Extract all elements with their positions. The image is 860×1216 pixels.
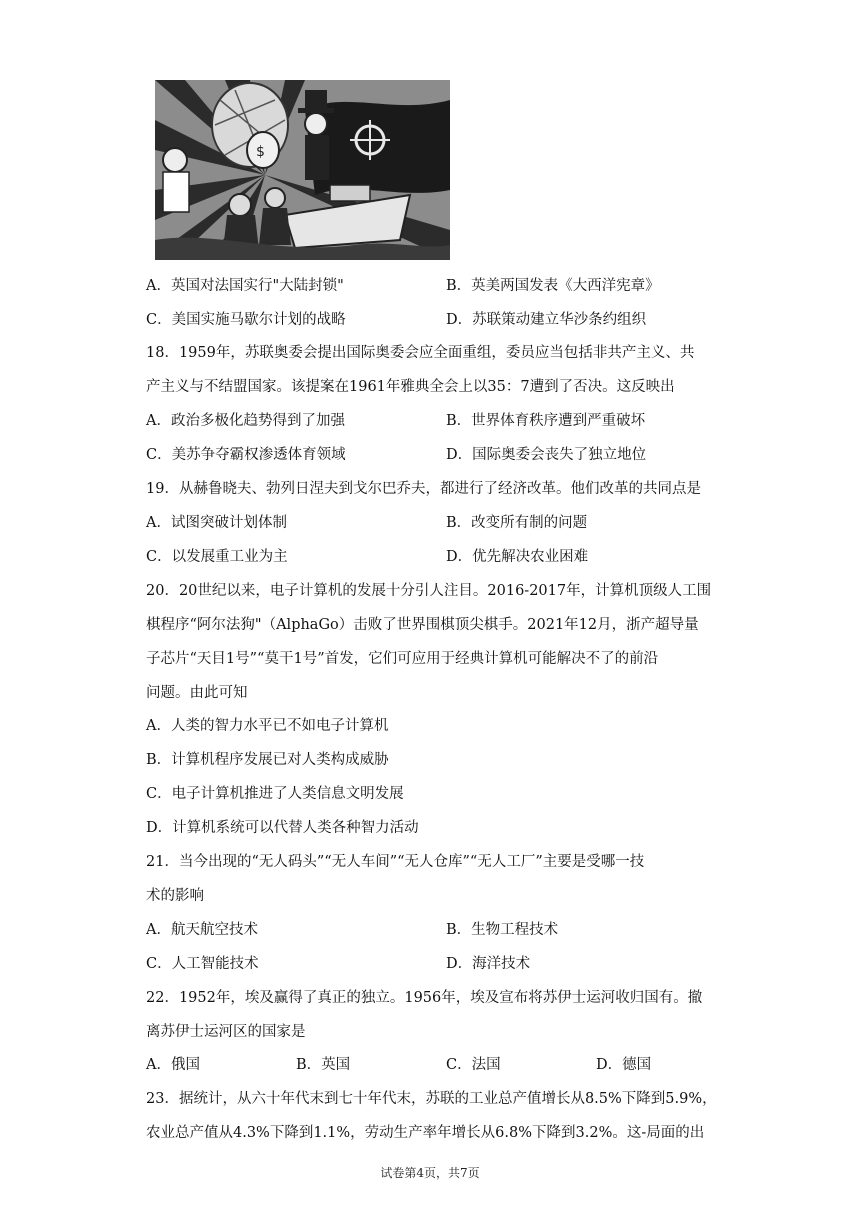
- q18-option-b: B．世界体育秩序遭到严重破坏: [446, 413, 646, 429]
- q20-stem-line-3: 子芯片“天目1号”“莫干1号”首发，它们可应用于经典计算机可能解决不了的前沿: [146, 651, 659, 667]
- q17-option-c: C．美国实施马歇尔计划的战略: [146, 312, 346, 328]
- q21-stem-line-2: 术的影响: [146, 888, 204, 904]
- q19-option-a: A．试图突破计划体制: [146, 515, 287, 531]
- q22-stem-line-2: 离苏伊士运河区的国家是: [146, 1024, 306, 1040]
- q19-option-d: D．优先解决农业困难: [446, 549, 589, 565]
- q22-option-b: B．英国: [296, 1057, 351, 1073]
- page-footer: 试卷第4页，共7页: [380, 1166, 480, 1180]
- q20-option-a: A．人类的智力水平已不如电子计算机: [146, 718, 389, 734]
- q23-stem-line-1: 23．据统计，从六十年代末到七十年代末，苏联的工业总产值增长从8.5%下降到5.9%，: [146, 1091, 717, 1107]
- q21-option-b: B．生物工程技术: [446, 922, 559, 938]
- cartoon-illustration: [155, 80, 450, 260]
- q18-option-a: A．政治多极化趋势得到了加强: [146, 413, 345, 429]
- q22-option-a: A．俄国: [146, 1057, 200, 1073]
- q20-stem-line-2: 棋程序“阿尔法狗"（AlphaGo）击败了世界围棋顶尖棋手。2021年12月，浙产超导量: [146, 617, 699, 633]
- q20-option-d: D．计算机系统可以代替人类各种智力活动: [146, 820, 419, 836]
- q22-stem-line-1: 22．1952年，埃及赢得了真正的独立。1956年，埃及宣布将苏伊士运河收归国有。撤: [146, 990, 703, 1006]
- q18-option-d: D．国际奥委会丧失了独立地位: [446, 447, 647, 463]
- q20-stem-line-4: 问题。由此可知: [146, 685, 248, 701]
- q20-stem-line-1: 20．20世纪以来，电子计算机的发展十分引人注目。2016-2017年，计算机顶级人工围: [146, 583, 712, 599]
- q22-option-d: D．德国: [596, 1057, 652, 1073]
- q22-option-c: C．法国: [446, 1057, 501, 1073]
- q17-option-a: A．英国对法国实行"大陆封锁": [146, 278, 344, 294]
- q19-stem-line-1: 19．从赫鲁晓夫、勃列日涅夫到戈尔巴乔夫，都进行了经济改革。他们改革的共同点是: [146, 481, 701, 497]
- q18-stem-line-2: 产主义与不结盟国家。该提案在1961年雅典全会上以35：7遭到了否决。这反映出: [146, 379, 675, 395]
- q23-stem-line-2: 农业总产值从4.3%下降到1.1%，劳动生产率年增长从6.8%下降到3.2%。这-局面的出: [146, 1125, 705, 1141]
- q17-option-d: D．苏联策动建立华沙条约组织: [446, 312, 647, 328]
- q19-option-b: B．改变所有制的问题: [446, 515, 588, 531]
- q21-option-d: D．海洋技术: [446, 956, 531, 972]
- q21-option-a: A．航天航空技术: [146, 922, 258, 938]
- q18-stem-line-1: 18．1959年，苏联奥委会提出国际奥委会应全面重组，委员应当包括非共产主义、共: [146, 345, 695, 361]
- q18-option-c: C．美苏争夺霸权渗透体育领域: [146, 447, 346, 463]
- svg-text:$: $: [256, 144, 265, 160]
- q20-option-b: B．计算机程序发展已对人类构成威胁: [146, 752, 389, 768]
- q20-option-c: C．电子计算机推进了人类信息文明发展: [146, 786, 404, 802]
- political-cartoon-image: [155, 80, 450, 260]
- q19-option-c: C．以发展重工业为主: [146, 549, 288, 565]
- q21-option-c: C．人工智能技术: [146, 956, 259, 972]
- q21-stem-line-1: 21．当今出现的“无人码头”“无人车间”“无人仓库”“无人工厂”主要是受哪一技: [146, 854, 645, 870]
- q17-option-b: B．英美两国发表《大西洋宪章》: [446, 278, 660, 294]
